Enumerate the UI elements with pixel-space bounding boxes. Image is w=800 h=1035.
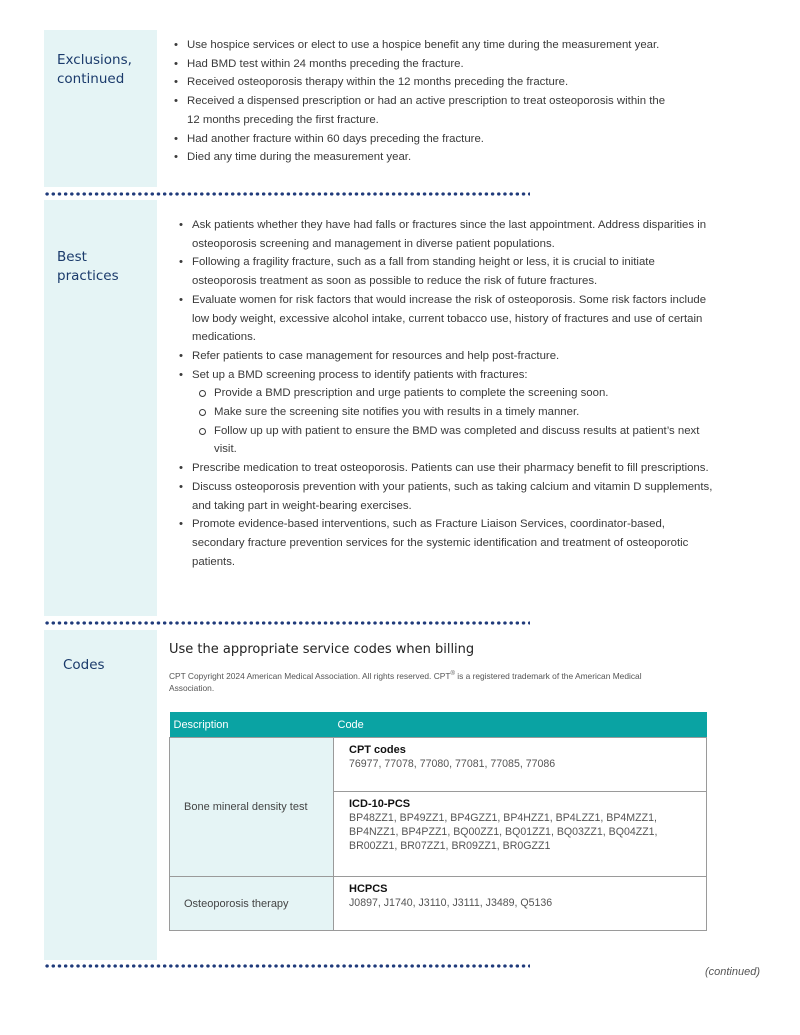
table-row xyxy=(170,877,707,931)
sub-list xyxy=(192,384,720,459)
table-cell-code xyxy=(334,792,707,877)
dotted-divider xyxy=(44,192,530,196)
table-cell-description: Bone mineral density test xyxy=(170,738,334,877)
codes-label: Codes xyxy=(63,657,105,673)
sidebar-bg-codes xyxy=(44,630,157,960)
code-values: J0897, J1740, J3110, J3111, J3489, Q5136 xyxy=(349,897,553,909)
best-practices-list xyxy=(175,216,720,571)
table-row xyxy=(170,738,707,792)
list-item: • Had BMD test within 24 months preceding the fracture. xyxy=(170,55,670,74)
table-cell-code xyxy=(334,877,707,931)
sub-list-item: Follow up up with patient to ensure the BMD was completed and discuss results at patient’s next visit. xyxy=(192,422,720,459)
exclusions-list xyxy=(170,36,670,167)
codes-title: Use the appropriate service codes when billing xyxy=(169,642,475,657)
list-item: • Promote evidence-based interventions, such as Fracture Liaison Services, coordinator-based, secondary fracture prevention services for the systemic identification and treatment of osteoporotic patients. xyxy=(175,515,720,571)
column-header-description: Description xyxy=(170,712,334,738)
list-item: • Prescribe medication to treat osteoporosis. Patients can use their pharmacy benefit to fill prescriptions. xyxy=(175,459,720,478)
list-item xyxy=(175,366,720,460)
continued-note: (continued) xyxy=(704,966,760,978)
list-item: • Following a fragility fracture, such as a fall from standing height or less, it is crucial to initiate osteoporosis treatment as soon as possible to reduce the risk of future fractures. xyxy=(175,253,720,290)
list-item: • Discuss osteoporosis prevention with your patients, such as taking calcium and vitamin D supplements, and taking part in weight-bearing exercises. xyxy=(175,478,720,515)
table-cell-description: Osteoporosis therapy xyxy=(170,877,334,931)
sub-list-item: Provide a BMD prescription and urge patients to complete the screening soon. xyxy=(192,384,720,403)
list-item: • Evaluate women for risk factors that would increase the risk of osteoporosis. Some risk factors include low body weight, excessive alcohol intake, current tobacco use, history of fractures and use of certain medications. xyxy=(175,291,720,347)
exclusions-label: Exclusions, continued xyxy=(57,52,132,87)
codes-table xyxy=(169,712,707,931)
code-system-heading: HCPCS xyxy=(349,883,388,895)
sub-list-item: Make sure the screening site notifies you with results in a timely manner. xyxy=(192,403,720,422)
list-item: • Received a dispensed prescription or had an active prescription to treat osteoporosis within the 12 months preceding the first fracture. xyxy=(170,92,670,129)
list-item: • Received osteoporosis therapy within the 12 months preceding the fracture. xyxy=(170,73,670,92)
list-item-text: Set up a BMD screening process to identify patients with fractures: xyxy=(192,368,528,381)
list-item: • Refer patients to case management for resources and help post-fracture. xyxy=(175,347,720,366)
code-values: BP48ZZ1, BP49ZZ1, BP4GZZ1, BP4HZZ1, BP4LZZ1, BP4MZZ1, BP4NZZ1, BP4PZZ1, BQ00ZZ1, BQ01ZZ1, BQ03ZZ1, BQ04ZZ1, BR00ZZ1, BR07ZZ1, BR09ZZ1, BR0GZZ1 xyxy=(349,812,658,852)
dotted-divider xyxy=(44,964,530,968)
table-cell-code xyxy=(334,738,707,792)
copyright-notice: CPT Copyright 2024 American Medical Association. All rights reserved. CPT® is a registered trademark of the American Medical Association. xyxy=(169,670,642,694)
list-item: • Use hospice services or elect to use a hospice benefit any time during the measurement year. xyxy=(170,36,670,55)
best-practices-label: Best practices xyxy=(57,249,119,284)
list-item: • Ask patients whether they have had falls or fractures since the last appointment. Address disparities in osteoporosis screening and management in diverse patient populations. xyxy=(175,216,720,253)
code-system-heading: ICD-10-PCS xyxy=(349,798,411,810)
list-item: • Had another fracture within 60 days preceding the fracture. xyxy=(170,130,670,149)
dotted-divider xyxy=(44,621,530,625)
code-system-heading: CPT codes xyxy=(349,744,406,756)
code-values: 76977, 77078, 77080, 77081, 77085, 77086 xyxy=(349,758,556,770)
column-header-code: Code xyxy=(334,712,707,738)
list-item: • Died any time during the measurement year. xyxy=(170,148,670,167)
